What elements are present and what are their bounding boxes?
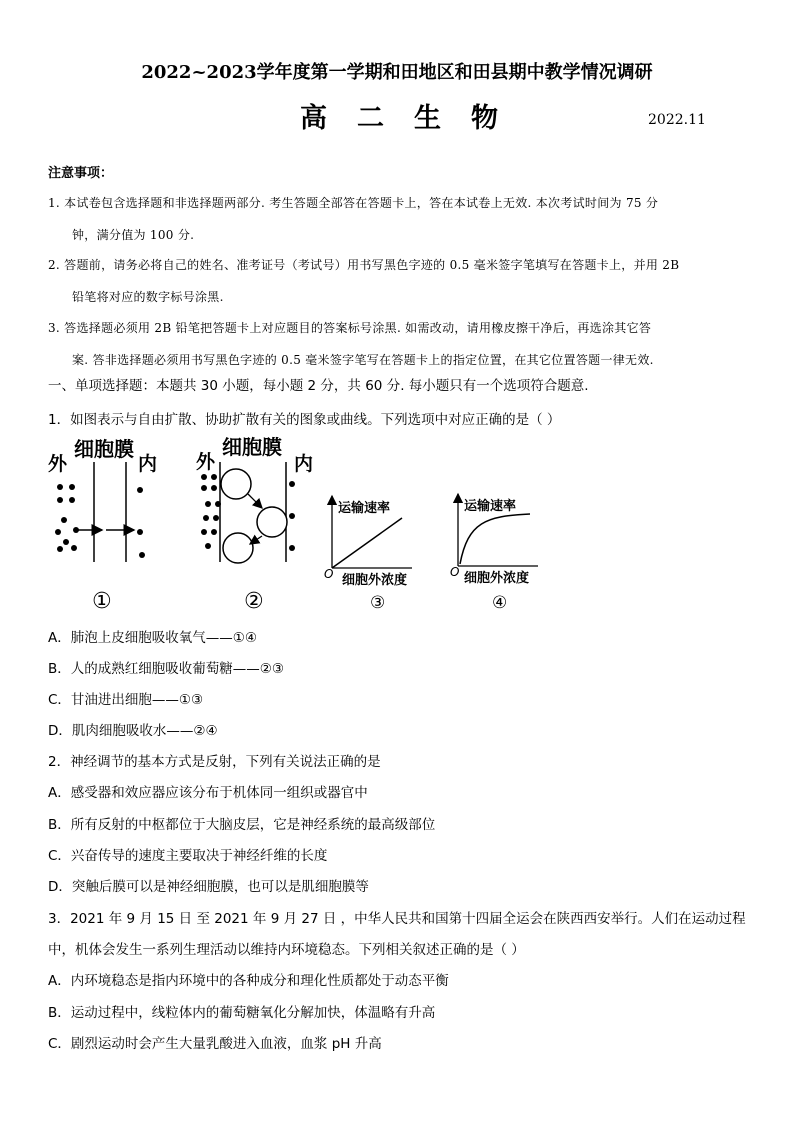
membrane-label: 细胞膜 — [74, 437, 134, 461]
membrane-label: 细胞膜 — [222, 435, 282, 459]
notice-line: 2. 答题前，请务必将自己的姓名、准考证号（考试号）用书写黑色字迹的 0.5 毫米签字笔填写在答题卡上，并用 2B — [48, 258, 680, 272]
section-heading: 一、单项选择题：本题共 30 小题，每小题 2 分，共 60 分. 每小题只有一个选项符合题意. — [48, 378, 589, 394]
figure-label-1: ① — [92, 589, 112, 614]
q3-option-c: C．剧烈运动时会产生大量乳酸进入血液，血浆 pH 升高 — [48, 1036, 382, 1052]
question-1-stem: 1．如图表示与自由扩散、协助扩散有关的图象或曲线。下列选项中对应正确的是（ ） — [48, 412, 561, 428]
axis-ylabel: 运输速率 — [464, 499, 517, 514]
q2-option-b: B．所有反射的中枢都位于大脑皮层，它是神经系统的最高级部位 — [48, 817, 436, 833]
exam-date: 2022.11 — [648, 112, 706, 128]
q1-option-c: C．甘油进出细胞——①③ — [48, 692, 204, 708]
question-2-stem: 2．神经调节的基本方式是反射，下列有关说法正确的是 — [48, 754, 381, 770]
notice-line: 3. 答选择题必须用 2B 铅笔把答题卡上对应题目的答案标号涂黑. 如需改动，请用橡皮擦干净后，再选涂其它答 — [48, 321, 652, 335]
q1-option-b: B．人的成熟红细胞吸收葡萄糖——②③ — [48, 661, 284, 677]
exam-title: 2022~2023学年度第一学期和田地区和田县期中教学情况调研 — [141, 62, 653, 83]
inside-label: 内 — [138, 453, 158, 475]
q2-option-d: D．突触后膜可以是神经细胞膜，也可以是肌细胞膜等 — [48, 879, 369, 895]
notice-line: 案. 答非选择题必须用书写黑色字迹的 0.5 毫米签字笔写在答题卡上的指定位置，在其它位置答题一律无效. — [72, 353, 654, 367]
figure-label-4: ④ — [492, 593, 508, 613]
outside-label: 外 — [196, 451, 216, 473]
notice-heading: 注意事项： — [48, 166, 114, 181]
notice-line: 铅笔将对应的数字标号涂黑. — [72, 290, 224, 304]
question-3-stem: 3．2021 年 9 月 15 日 至 2021 年 9 月 27 日 ，中华人民共和国第十四届全运会在陕西西安举行。人们在运动过程 — [48, 911, 746, 927]
transport-figure — [40, 432, 560, 618]
axis-origin: O — [450, 565, 460, 579]
inside-label: 内 — [294, 453, 314, 475]
notice-line: 1. 本试卷包含选择题和非选择题两部分. 考生答题全部答在答题卡上，答在本试卷上无效. 本次考试时间为 75 分 — [48, 196, 659, 210]
outside-label: 外 — [48, 453, 68, 475]
q3-option-a: A．内环境稳态是指内环境中的各种成分和理化性质都处于动态平衡 — [48, 973, 449, 989]
figure-label-2: ② — [244, 589, 264, 614]
subject-title: 高二生物 — [300, 103, 528, 134]
axis-xlabel: 细胞外浓度 — [342, 573, 408, 588]
notice-line: 钟，满分值为 100 分. — [72, 228, 195, 242]
figure-label-3: ③ — [370, 593, 386, 613]
q2-option-c: C．兴奋传导的速度主要取决于神经纤维的长度 — [48, 848, 328, 864]
q3-option-b: B．运动过程中，线粒体内的葡萄糖氧化分解加快，体温略有升高 — [48, 1005, 436, 1021]
axis-ylabel: 运输速率 — [338, 501, 391, 516]
q1-option-d: D．肌肉细胞吸收水——②④ — [48, 723, 218, 739]
question-3-stem-cont: 中，机体会发生一系列生理活动以维持内环境稳态。下列相关叙述正确的是（ ） — [48, 942, 525, 958]
q1-option-a: A．肺泡上皮细胞吸收氧气——①④ — [48, 630, 257, 646]
axis-origin: O — [324, 567, 334, 581]
axis-xlabel: 细胞外浓度 — [464, 571, 530, 586]
q2-option-a: A．感受器和效应器应该分布于机体同一组织或器官中 — [48, 785, 368, 801]
